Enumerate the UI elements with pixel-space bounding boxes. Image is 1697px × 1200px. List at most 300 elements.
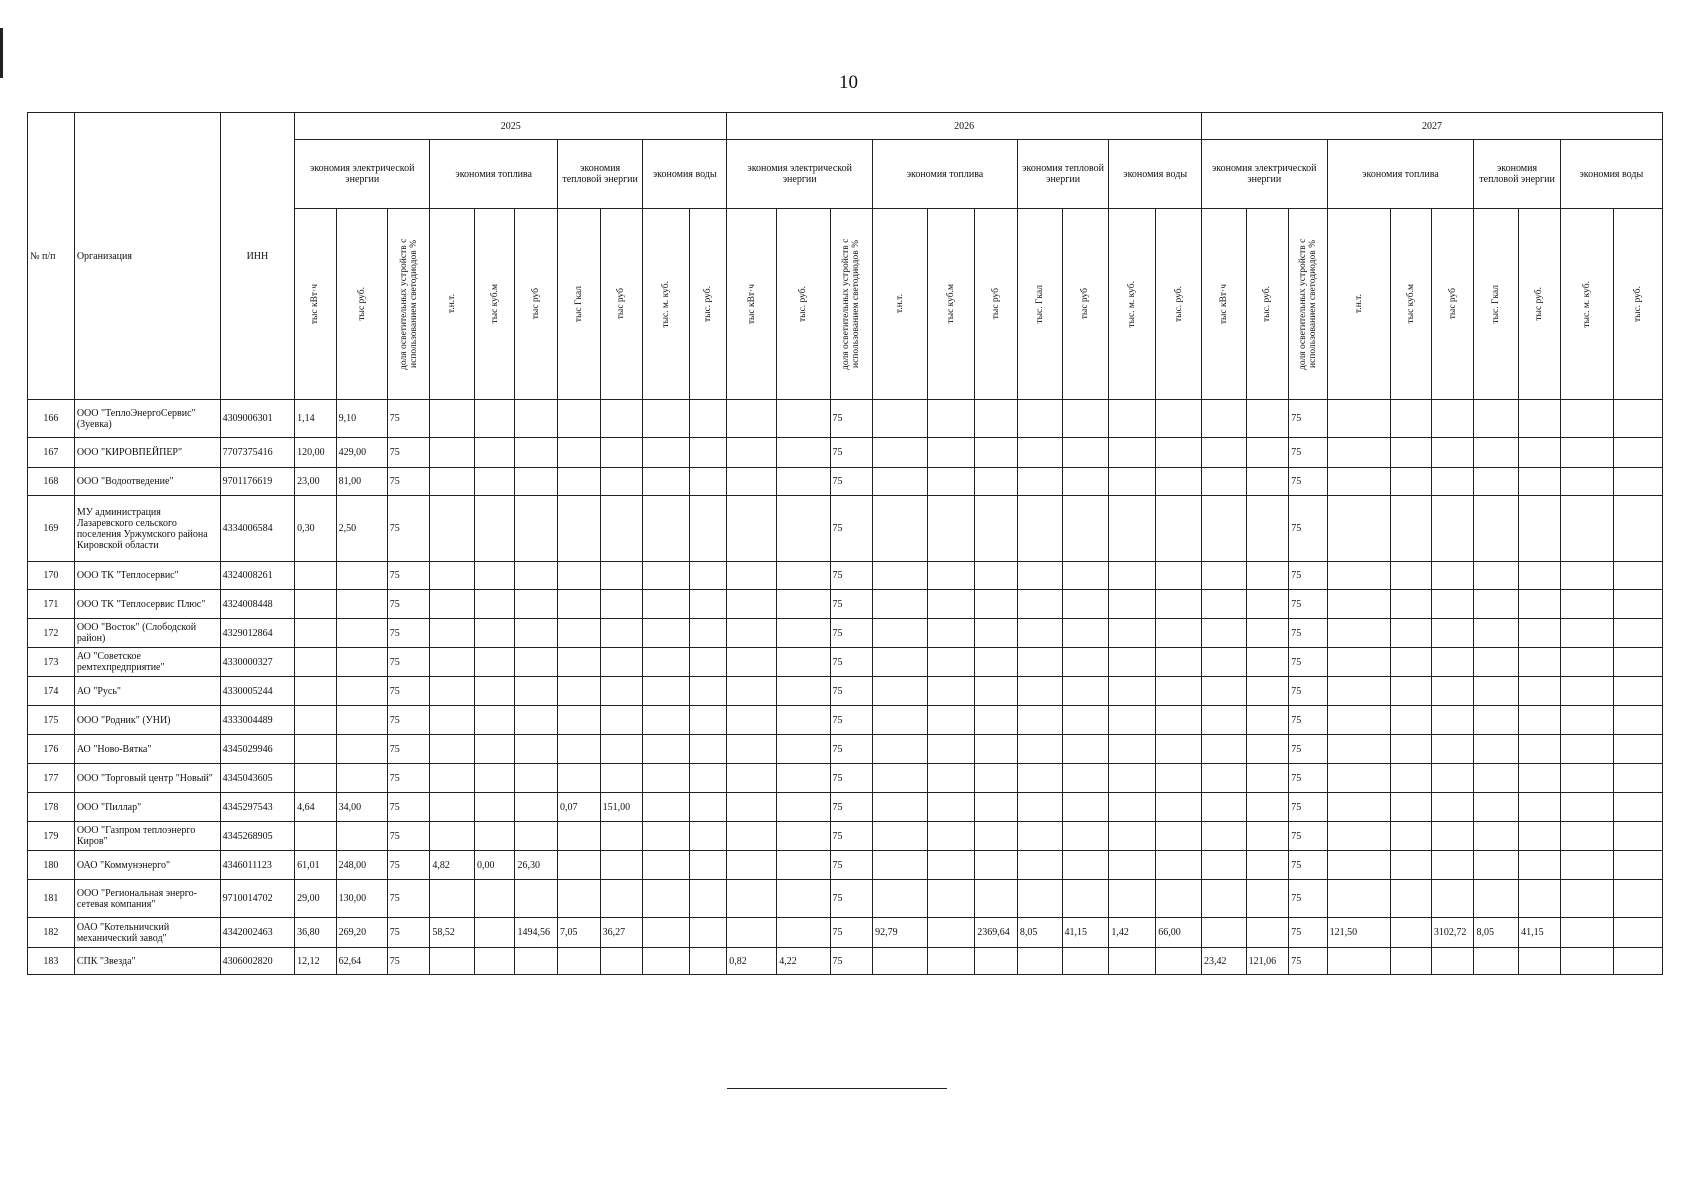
value-cell [600,648,643,677]
header-group: экономия воды [643,140,727,209]
value-cell [1201,764,1246,793]
value-cell: 75 [387,438,430,468]
value-cell [1613,793,1662,822]
value-cell [643,918,690,948]
value-cell [475,468,515,496]
value-cell [1474,496,1519,562]
value-cell [1327,562,1391,590]
row-number: 179 [28,822,75,851]
value-cell: 75 [830,677,873,706]
table-row [28,562,1663,590]
value-cell [1201,400,1246,438]
value-cell [690,562,727,590]
value-cell [690,735,727,764]
value-cell [777,590,830,619]
row-number: 170 [28,562,75,590]
value-cell: 1494,56 [515,918,558,948]
value-cell [1519,619,1561,648]
value-cell [515,822,558,851]
value-cell [1109,851,1156,880]
value-cell [600,619,643,648]
inn-value: 4324008448 [220,590,295,619]
value-cell: 41,15 [1062,918,1109,948]
value-cell: 36,27 [600,918,643,948]
value-cell: 75 [1289,648,1327,677]
value-cell [873,468,928,496]
value-cell [1156,438,1202,468]
value-cell [475,822,515,851]
value-cell [1327,590,1391,619]
value-cell [1017,764,1062,793]
value-cell [1613,706,1662,735]
value-cell [1109,706,1156,735]
value-cell [1327,619,1391,648]
header-group: экономия тепловой энергии [1474,140,1560,209]
inn-value: 4342002463 [220,918,295,948]
value-cell: 130,00 [336,880,387,918]
value-cell [295,619,337,648]
value-cell [430,468,475,496]
value-cell [1017,793,1062,822]
value-cell: 75 [1289,468,1327,496]
value-cell [1156,648,1202,677]
value-cell: 75 [1289,590,1327,619]
header-unit-label: тыс. Гкал [1034,284,1045,324]
value-cell [1201,562,1246,590]
value-cell [558,468,601,496]
organization-name: ООО ТК "Теплосервис Плюс" [74,590,220,619]
value-cell [1391,793,1431,822]
value-cell [873,590,928,619]
value-cell [558,764,601,793]
value-cell: 2369,64 [975,918,1018,948]
value-cell: 75 [387,851,430,880]
value-cell [1613,590,1662,619]
value-cell [600,822,643,851]
value-cell [1109,438,1156,468]
value-cell [1201,590,1246,619]
value-cell: 75 [387,648,430,677]
value-cell [1519,648,1561,677]
value-cell [1391,735,1431,764]
organization-name: ООО "Пиллар" [74,793,220,822]
value-cell [1017,735,1062,764]
inn-value: 4330000327 [220,648,295,677]
value-cell [1246,562,1289,590]
row-number: 177 [28,764,75,793]
value-cell [1327,496,1391,562]
value-cell [928,677,975,706]
value-cell: 41,15 [1519,918,1561,948]
value-cell [1613,619,1662,648]
value-cell [975,648,1018,677]
value-cell [1246,880,1289,918]
value-cell [1519,948,1561,975]
value-cell [1560,706,1613,735]
value-cell: 29,00 [295,880,337,918]
value-cell [475,764,515,793]
value-cell: 75 [830,706,873,735]
value-cell [515,468,558,496]
value-cell [1062,880,1109,918]
value-cell [1109,764,1156,793]
value-cell [1062,468,1109,496]
value-cell [475,619,515,648]
value-cell: 92,79 [873,918,928,948]
value-cell [727,400,777,438]
value-cell: 1,42 [1109,918,1156,948]
header-unit-label: тыс. м. куб. [1127,280,1138,328]
value-cell [1560,400,1613,438]
value-cell [1391,822,1431,851]
header-unit [1156,209,1202,400]
value-cell [928,468,975,496]
value-cell [1431,590,1474,619]
inn-value: 9701176619 [220,468,295,496]
value-cell: 75 [830,880,873,918]
value-cell [475,948,515,975]
value-cell [336,764,387,793]
value-cell: 75 [387,948,430,975]
value-cell [1431,468,1474,496]
value-cell [777,822,830,851]
header-unit [387,209,430,400]
value-cell: 75 [387,677,430,706]
value-cell [558,880,601,918]
value-cell [873,793,928,822]
value-cell [1560,562,1613,590]
value-cell [1109,496,1156,562]
value-cell [1062,496,1109,562]
value-cell [336,562,387,590]
row-number: 175 [28,706,75,735]
value-cell [643,619,690,648]
value-cell [1560,822,1613,851]
value-cell [1431,793,1474,822]
organization-name: ООО "ТеплоЭнергоСервис" (Зуевка) [74,400,220,438]
value-cell [475,590,515,619]
value-cell [430,735,475,764]
header-unit [690,209,727,400]
value-cell [727,468,777,496]
value-cell [1391,468,1431,496]
header-unit-label: тыс руб [616,288,627,320]
value-cell [1560,851,1613,880]
value-cell: 75 [830,562,873,590]
value-cell [430,496,475,562]
value-cell [295,735,337,764]
value-cell [928,438,975,468]
value-cell [1613,764,1662,793]
value-cell [690,948,727,975]
value-cell [1327,677,1391,706]
header-group: экономия воды [1560,140,1662,209]
value-cell [1474,948,1519,975]
value-cell [873,562,928,590]
value-cell [1327,706,1391,735]
value-cell [515,880,558,918]
value-cell [1519,496,1561,562]
row-number: 181 [28,880,75,918]
header-group: экономия электрической энергии [1201,140,1327,209]
value-cell [430,677,475,706]
value-cell [1431,851,1474,880]
value-cell [515,400,558,438]
value-cell [1560,793,1613,822]
value-cell: 58,52 [430,918,475,948]
value-cell: 3102,72 [1431,918,1474,948]
value-cell [727,677,777,706]
value-cell [558,496,601,562]
value-cell [475,918,515,948]
header-unit [928,209,975,400]
value-cell [295,648,337,677]
value-cell [1201,648,1246,677]
value-cell [727,438,777,468]
table-row [28,677,1663,706]
value-cell [1613,851,1662,880]
value-cell [1156,764,1202,793]
value-cell: 75 [830,438,873,468]
value-cell [558,735,601,764]
value-cell [1613,948,1662,975]
value-cell: 75 [1289,764,1327,793]
header-group: экономия воды [1109,140,1202,209]
value-cell: 4,82 [430,851,475,880]
value-cell [777,562,830,590]
row-number: 176 [28,735,75,764]
value-cell [975,677,1018,706]
table-row [28,948,1663,975]
inn-value: 4345268905 [220,822,295,851]
table-row [28,918,1663,948]
header-unit [1289,209,1327,400]
value-cell [1201,918,1246,948]
header-unit [1431,209,1474,400]
value-cell [1474,648,1519,677]
organization-name: ООО "Региональная энерго-сетевая компания" [74,880,220,918]
value-cell [1156,735,1202,764]
value-cell [430,764,475,793]
inn-value: 7707375416 [220,438,295,468]
value-cell [1109,468,1156,496]
value-cell [1431,948,1474,975]
value-cell [1156,468,1202,496]
value-cell [928,851,975,880]
value-cell: 26,30 [515,851,558,880]
header-unit-label: тыс Гкал [573,285,584,323]
value-cell [1474,438,1519,468]
header-unit [1109,209,1156,400]
header-group: экономия топлива [873,140,1018,209]
value-cell [1391,851,1431,880]
value-cell [1327,648,1391,677]
header-unit-label: тыс кВт·ч [1218,283,1229,325]
value-cell [1062,590,1109,619]
value-cell [475,735,515,764]
value-cell [1613,438,1662,468]
value-cell [873,677,928,706]
organization-name: ООО "Торговый центр "Новый" [74,764,220,793]
row-number: 172 [28,619,75,648]
value-cell [690,468,727,496]
value-cell: 23,42 [1201,948,1246,975]
value-cell [1474,880,1519,918]
value-cell [777,764,830,793]
value-cell [515,496,558,562]
value-cell [515,590,558,619]
table-row [28,851,1663,880]
value-cell [643,851,690,880]
value-cell [1431,822,1474,851]
value-cell [1062,706,1109,735]
value-cell [1109,822,1156,851]
header-unit [1017,209,1062,400]
value-cell: 75 [1289,400,1327,438]
organization-name: ООО "КИРОВПЕЙПЕР" [74,438,220,468]
value-cell: 75 [387,706,430,735]
value-cell [1431,648,1474,677]
value-cell [1519,677,1561,706]
value-cell [727,735,777,764]
value-cell [1327,793,1391,822]
value-cell [777,468,830,496]
value-cell [690,793,727,822]
value-cell [873,822,928,851]
value-cell [475,562,515,590]
value-cell [1201,468,1246,496]
value-cell [430,619,475,648]
value-cell [975,400,1018,438]
value-cell [975,735,1018,764]
value-cell [975,590,1018,619]
value-cell [1201,438,1246,468]
value-cell [928,948,975,975]
header-unit-label: тыс куб.м [1406,284,1417,324]
value-cell [643,793,690,822]
value-cell [690,648,727,677]
value-cell [1246,918,1289,948]
value-cell [1017,851,1062,880]
value-cell [643,438,690,468]
header-organization: Организация [74,113,220,400]
value-cell [928,764,975,793]
value-cell [727,764,777,793]
header-unit-label: тыс. руб. [1173,286,1184,322]
header-unit-label: тыс. руб. [1632,286,1643,322]
value-cell [1156,948,1202,975]
row-number: 180 [28,851,75,880]
value-cell [515,648,558,677]
value-cell [600,735,643,764]
value-cell [690,851,727,880]
table-row [28,822,1663,851]
value-cell: 75 [1289,438,1327,468]
value-cell [475,438,515,468]
value-cell [777,880,830,918]
value-cell: 75 [830,822,873,851]
value-cell: 121,50 [1327,918,1391,948]
value-cell [873,648,928,677]
header-unit [558,209,601,400]
value-cell [1519,822,1561,851]
value-cell [430,562,475,590]
value-cell [430,400,475,438]
footnote-separator [727,1088,947,1089]
header-unit-label: т.н.т. [1353,294,1364,314]
value-cell [1431,764,1474,793]
value-cell [1062,677,1109,706]
value-cell: 36,80 [295,918,337,948]
value-cell [727,590,777,619]
inn-value: 4345029946 [220,735,295,764]
value-cell [475,793,515,822]
value-cell [1431,735,1474,764]
value-cell: 248,00 [336,851,387,880]
value-cell [1156,822,1202,851]
value-cell: 0,82 [727,948,777,975]
value-cell [1391,948,1431,975]
value-cell [777,400,830,438]
value-cell: 75 [1289,793,1327,822]
value-cell [690,822,727,851]
value-cell [1431,400,1474,438]
header-unit-label: тыс руб [1447,288,1458,320]
value-cell: 75 [1289,918,1327,948]
header-inn: ИНН [220,113,295,400]
value-cell [600,851,643,880]
value-cell [1560,648,1613,677]
value-cell [1519,764,1561,793]
table-row [28,793,1663,822]
value-cell [643,735,690,764]
table-row [28,496,1663,562]
value-cell [515,562,558,590]
value-cell [558,822,601,851]
value-cell [515,793,558,822]
inn-value: 4324008261 [220,562,295,590]
value-cell: 1,14 [295,400,337,438]
value-cell [1474,793,1519,822]
value-cell [975,468,1018,496]
value-cell [1431,496,1474,562]
value-cell [558,562,601,590]
value-cell [1474,735,1519,764]
value-cell: 75 [387,400,430,438]
value-cell [1391,562,1431,590]
header-unit-label: тыс руб. [356,287,367,321]
value-cell [727,851,777,880]
value-cell [430,822,475,851]
value-cell [558,851,601,880]
organization-name: ООО "Восток" (Слободской район) [74,619,220,648]
value-cell [643,562,690,590]
header-group: экономия топлива [430,140,558,209]
header-unit-label: т.н.т. [447,294,458,314]
value-cell [643,764,690,793]
value-cell [1391,590,1431,619]
value-cell [1391,764,1431,793]
value-cell [558,948,601,975]
inn-value: 4333004489 [220,706,295,735]
header-unit [1519,209,1561,400]
row-number: 173 [28,648,75,677]
organization-name: АО "Советское ремтехпредприятие" [74,648,220,677]
header-unit [873,209,928,400]
value-cell: 75 [830,590,873,619]
value-cell [1156,677,1202,706]
header-unit-label: тыс руб. [1534,287,1545,321]
